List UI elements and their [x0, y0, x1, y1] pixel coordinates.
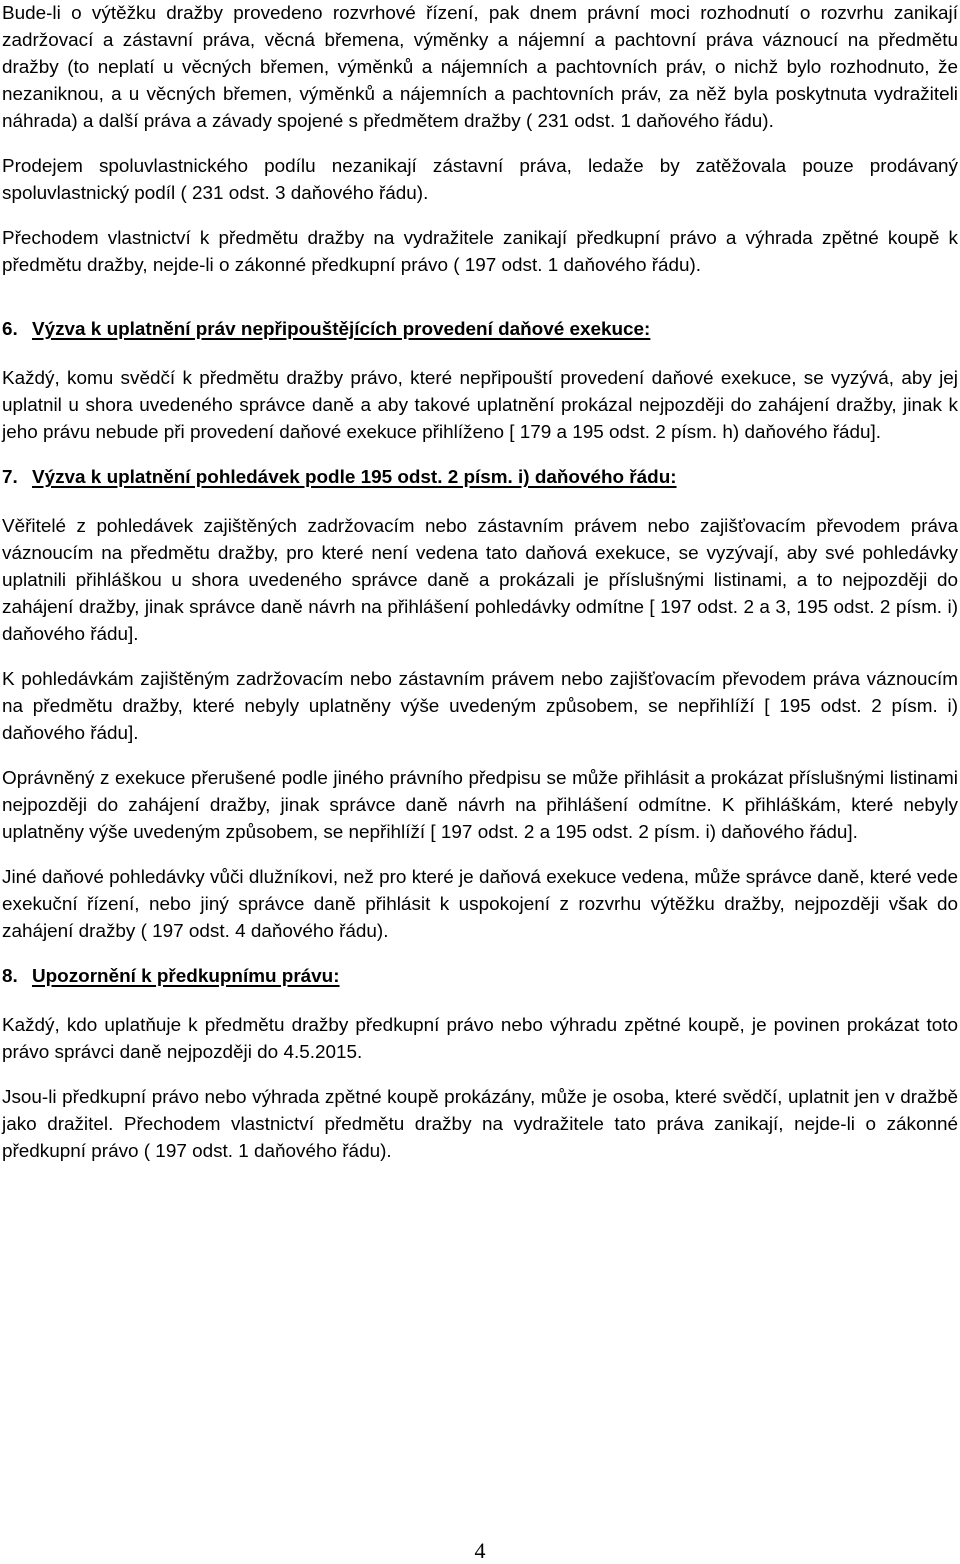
spacer [2, 446, 958, 464]
section-number: 7. [2, 467, 18, 488]
document-body [2, 0, 958, 1165]
paragraph-prechod-vlastnictvi: Přechodem vlastnictví k předmětu dražby na vydražitele zanikají předkupní právo a výhrada zpětné koupě k předmětu dražby, nejde-li o zákonné předkupní právo ( 197 odst. 1 daňového řádu). [2, 228, 958, 276]
spacer [2, 747, 958, 765]
paragraph-spoluvlastnicky-podil: Prodejem spoluvlastnického podílu nezanikají zástavní práva, ledaže by zatěžovala pouze prodávaný spoluvlastnický podíl ( 231 odst. 3 daňového řádu). [2, 156, 958, 204]
page-number: 4 [474, 1538, 486, 1563]
section-heading-8 [2, 963, 958, 990]
spacer [2, 491, 958, 513]
paragraph-jine-danove: Jiné daňové pohledávky vůči dlužníkovi, než pro které je daňová exekuce vedena, může správce daně, které vede exekuční řízení, nebo jiný správce daně přihlásit k uspokojení z rozvrhu výtěžku dražby, nejpozději však do zahájení dražby ( 197 odst. 4 daňového řádu). [2, 867, 958, 942]
section-number: 6. [2, 319, 18, 340]
paragraph-predkupni-pravo: Každý, kdo uplatňuje k předmětu dražby předkupní právo nebo výhradu zpětné koupě, je povinen prokázat toto právo správci daně nejpozději do 4.5.2015. [2, 1015, 958, 1063]
section-title: Upozornění k předkupnímu právu: [32, 966, 340, 987]
spacer [2, 343, 958, 365]
paragraph-rozvrhove-rizeni: Bude-li o výtěžku dražby provedeno rozvrhové řízení, pak dnem právní moci rozhodnutí o rozvrhu zanikají zadržovací a zástavní práva, věcná břemena, výměnky a nájemní a pachtovní práva váznoucí na předmětu dražby (to neplatí u věcných břemen, výměnků a nájemních a pachtovních práv, o nichž bylo rozhodnuto, že nezaniknou, a u věcných břemen, výměnků a nájemních a pachtovních práv, za něž byla poskytnuta vydražiteli náhrada) a další práva a závady spojené s předmětem dražby ( 231 odst. 1 daňového řádu). [2, 3, 958, 132]
spacer [2, 135, 958, 153]
section-title: Výzva k uplatnění pohledávek podle 195 odst. 2 písm. i) daňového řádu: [32, 467, 677, 488]
section-heading-7 [2, 464, 958, 491]
section-number: 8. [2, 966, 18, 987]
spacer [2, 279, 958, 316]
spacer [2, 207, 958, 225]
paragraph-pohledavky-zajistene: K pohledávkám zajištěným zadržovacím nebo zástavním právem nebo zajišťovacím převodem práva váznoucím na předmětu dražby, které nebyly uplatněny výše uvedeným způsobem, se nepřihlíží [ 195 odst. 2 písm. i) daňového řádu]. [2, 669, 958, 744]
spacer [2, 1066, 958, 1084]
spacer [2, 990, 958, 1012]
spacer [2, 945, 958, 963]
paragraph-opravneny: Oprávněný z exekuce přerušené podle jiného právního předpisu se může přihlásit a prokázat příslušnými listinami nejpozději do zahájení dražby, jinak správce daně návrh na přihlášení odmítne. K přihláškám, které nebyly uplatněny výše uvedeným způsobem, se nepřihlíží [ 197 odst. 2 a 195 odst. 2 písm. i) daňového řádu]. [2, 768, 958, 843]
paragraph-vyzva-prav: Každý, komu svědčí k předmětu dražby právo, které nepřipouští provedení daňové exekuce, se vyzývá, aby jej uplatnil u shora uvedeného správce daně a aby takové uplatnění prokázal nejpozději do zahájení dražby, jinak k jeho právu nebude při provedení daňové exekuce přihlíženo [ 179 a 195 odst. 2 písm. h) daňového řádu]. [2, 368, 958, 443]
section-title: Výzva k uplatnění práv nepřipouštějících provedení daňové exekuce: [32, 319, 651, 340]
paragraph-veritele: Věřitelé z pohledávek zajištěných zadržovacím nebo zástavním právem nebo zajišťovacím převodem práva váznoucím na předmětu dražby, pro které není vedena tato daňová exekuce, se vyzývají, aby své pohledávky uplatnili přihláškou u shora uvedeného správce daně a prokázali je příslušnými listinami, a to nejpozději do zahájení dražby, jinak správce daně návrh na přihlášení pohledávky odmítne [ 197 odst. 2 a 3, 195 odst. 2 písm. i) daňového řádu]. [2, 516, 958, 645]
section-heading-6 [2, 316, 958, 343]
paragraph-dražitel: Jsou-li předkupní právo nebo výhrada zpětné koupě prokázány, může je osoba, které svědčí, uplatnit jen v dražbě jako dražitel. Přechodem vlastnictví předmětu dražby na vydražitele tato práva zanikají, nejde-li o zákonné předkupní právo ( 197 odst. 1 daňového řádu). [2, 1087, 958, 1162]
spacer [2, 846, 958, 864]
spacer [2, 648, 958, 666]
